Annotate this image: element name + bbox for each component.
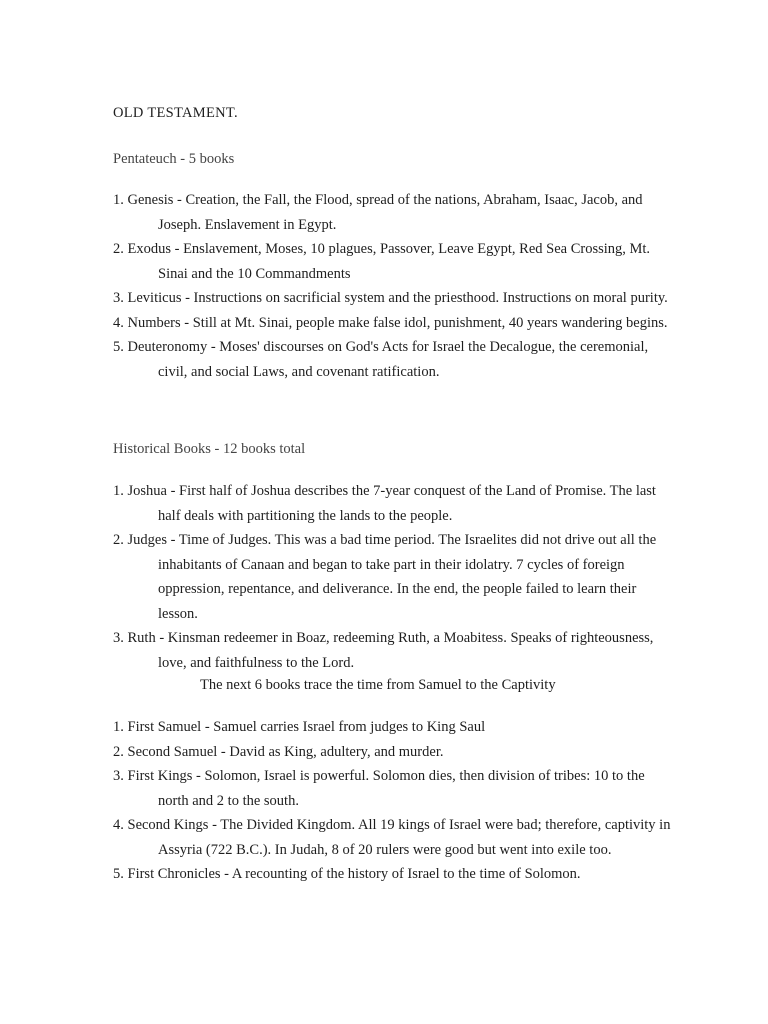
document-title: OLD TESTAMENT. [113, 105, 238, 121]
list-item: 2. Exodus - Enslavement, Moses, 10 plagues, Passover, Leave Egypt, Red Sea Crossing, Mt. Sinai and the 10 Commandments [113, 241, 651, 282]
list-item: 3. Leviticus - Instructions on sacrificial system and the priesthood. Instructions on moral purity. [113, 290, 668, 306]
list-item: 2. Judges - Time of Judges. This was a bad time period. The Israelites did not drive out all the inhabitants of Canaan and began to take part in their idolatry. 7 cycles of foreign oppression, repentance, and deliverance. In the end, the people failed to learn their lesson. [113, 532, 657, 622]
historical-list [113, 479, 673, 675]
pentateuch-list [113, 188, 673, 384]
list-item: 3. First Kings - Solomon, Israel is powerful. Solomon dies, then division of tribes: 10 to the north and 2 to the south. [113, 768, 645, 809]
list-item: 3. Ruth - Kinsman redeemer in Boaz, redeeming Ruth, a Moabitess. Speaks of righteousness, love, and faithfulness to the Lord. [113, 630, 654, 671]
list-item: 1. Genesis - Creation, the Fall, the Flood, spread of the nations, Abraham, Isaac, Jacob, and Joseph. Enslavement in Egypt. [113, 192, 643, 233]
list-item: 1. First Samuel - Samuel carries Israel from judges to King Saul [113, 719, 486, 735]
samuel-to-captivity-list [113, 715, 673, 887]
list-item: 1. Joshua - First half of Joshua describes the 7-year conquest of the Land of Promise. The last half deals with partitioning the lands to the people. [113, 483, 656, 524]
historical-heading: Historical Books - 12 books total [113, 441, 306, 457]
pentateuch-heading: Pentateuch - 5 books [113, 151, 235, 167]
list-item: 4. Second Kings - The Divided Kingdom. All 19 kings of Israel were bad; therefore, captivity in Assyria (722 B.C.). In Judah, 8 of 20 rulers were good but went into exile too. [113, 817, 671, 858]
list-item: 5. Deuteronomy - Moses' discourses on God's Acts for Israel the Decalogue, the ceremonial, civil, and social Laws, and covenant ratification. [113, 339, 649, 380]
list-item: 4. Numbers - Still at Mt. Sinai, people make false idol, punishment, 40 years wandering begins. [113, 314, 668, 331]
list-item: 2. Second Samuel - David as King, adultery, and murder. [113, 743, 444, 760]
captivity-note: The next 6 books trace the time from Samuel to the Captivity [200, 677, 556, 693]
list-item: 5. First Chronicles - A recounting of the history of Israel to the time of Solomon. [113, 866, 581, 882]
